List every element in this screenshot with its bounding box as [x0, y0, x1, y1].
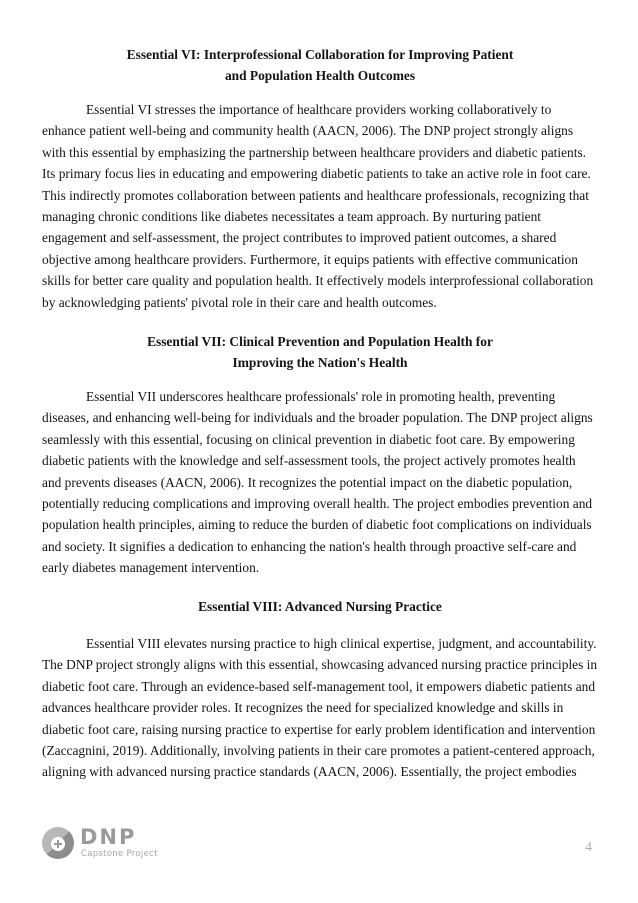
- page-number: 4: [585, 840, 592, 855]
- section-heading-essential-vi: [42, 44, 598, 87]
- plus-icon: [51, 837, 65, 851]
- section-heading-essential-viii: Essential VIII: Advanced Nursing Practice: [198, 599, 442, 614]
- section-paragraph-essential-viii: Essential VIII elevates nursing practice to high clinical expertise, judgment, and accountability. The DNP project strongly aligns with this essential, showcasing advanced nursing practice principles in diabetic foot care. Through an evidence-based self-management tool, it empowers diabetic patients and advances healthcare provider roles. It recognizes the need for specialized knowledge and skills in diabetic foot care, raising nursing practice to expertise for early problem identification and intervention (Zaccagnini, 2019). Additionally, involving patients in their care promotes a patient-centered approach, aligning with advanced nursing practice standards (AACN, 2006). Essentially, the project embodies: [42, 636, 598, 780]
- section-paragraph-essential-vii: Essential VII underscores healthcare professionals' role in promoting health, preventing diseases, and enhancing well-being for individuals and the broader population. The DNP project aligns seamlessly with this essential, focusing on clinical prevention in diabetic foot care. By empowering diabetic patients with the knowledge and self-assessment tools, the project actively promotes health and prevents diseases (AACN, 2006). It recognizes the potential impact on the diabetic population, potentially reducing complications and improving overall health. The project embodies prevention and population health principles, aiming to reduce the burden of diabetic foot complications on individuals and society. It signifies a dedication to enhancing the nation's health through proactive self-care and early diabetes management intervention.: [42, 389, 593, 576]
- dnp-capstone-logo: [42, 826, 192, 862]
- heading-line: Improving the Nation's Health: [232, 355, 408, 371]
- logo-title: DNP: [80, 825, 137, 849]
- logo-subtitle: Capstone Project: [81, 849, 158, 859]
- logo-badge-icon: [42, 827, 74, 859]
- section-heading-essential-vii: [42, 331, 598, 374]
- heading-line: Essential VII: Clinical Prevention and Population Health for: [147, 334, 493, 349]
- section-paragraph-essential-vi: Essential VI stresses the importance of healthcare providers working collaboratively to enhance patient well-being and community health (AACN, 2006). The DNP project strongly aligns with this essential by emphasizing the partnership between healthcare providers and diabetic patients. Its primary focus lies in educating and empowering diabetic patients to take an active role in foot care. This indirectly promotes collaboration between patients and healthcare professionals, recognizing that managing chronic conditions like diabetes necessitates a team approach. By nurturing patient engagement and self-assessment, the project contributes to improved patient outcomes, a shared objective among healthcare providers. Furthermore, it equips patients with effective communication skills for better care quality and population health. It effectively models interprofessional collaboration by acknowledging patients' pivotal role in their care and health outcomes.: [42, 102, 594, 310]
- heading-line: Essential VI: Interprofessional Collaboration for Improving Patient: [126, 47, 514, 62]
- heading-line: and Population Health Outcomes: [224, 68, 416, 84]
